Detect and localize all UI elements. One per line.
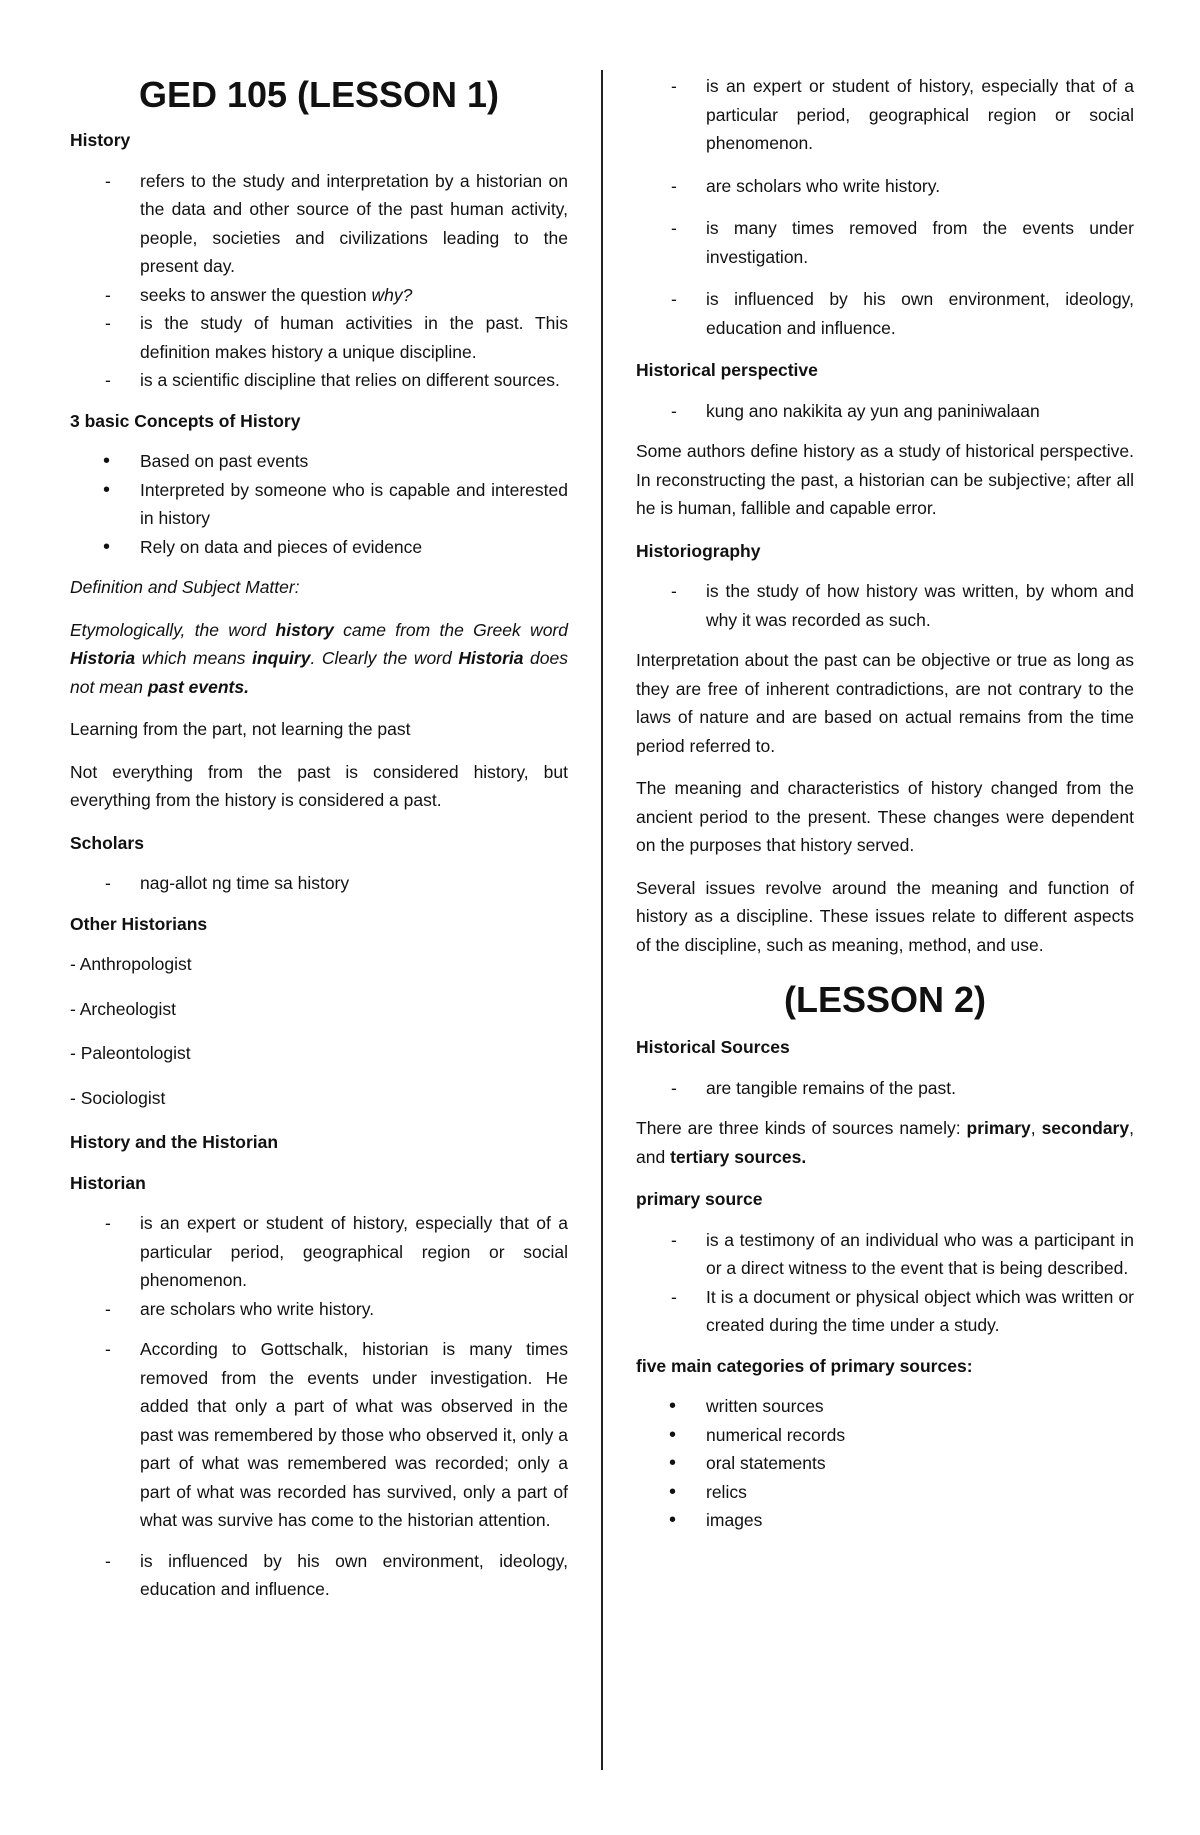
list-item: - is influenced by his own environment, ideology, education and influence. (636, 285, 1134, 342)
lesson2-title: (LESSON 2) (783, 979, 987, 1020)
bold-run: history (275, 619, 334, 640)
text-run: Etymologically, the word (70, 619, 276, 640)
list-item: - nag-allot ng time sa history (70, 869, 568, 898)
learning-paragraph: Learning from the part, not learning the past (70, 719, 411, 739)
text-run: came from the Greek word (333, 619, 568, 640)
bold-run: tertiary sources. (670, 1146, 807, 1167)
perspective-list (636, 397, 1134, 426)
text-run: , (1030, 1118, 1042, 1138)
bold-run: Historia (70, 648, 136, 668)
other-historians-heading: Other Historians (70, 913, 208, 934)
list-item: - are scholars who write history. (70, 1295, 568, 1324)
sources-heading: Historical Sources (636, 1037, 790, 1057)
not-everything-paragraph: Not everything from the past is considered history, but everything from the history is considered a past. (70, 761, 568, 810)
list-item: - is a scientific discipline that relies on different sources. (70, 366, 568, 395)
list-item: • images (636, 1506, 1134, 1535)
list-item: • relics (636, 1478, 1134, 1507)
list-item: • Interpreted by someone who is capable and interested in history (70, 476, 568, 533)
perspective-heading: Historical perspective (636, 360, 818, 380)
other-historian-item: - Paleontologist (70, 1043, 191, 1063)
list-item: - are tangible remains of the past. (636, 1074, 1134, 1103)
text-run: . Clearly the word (310, 648, 459, 668)
historian-heading: Historian (70, 1172, 146, 1193)
right-column (636, 72, 1134, 1547)
list-item-text: seeks to answer the question (140, 284, 372, 305)
scholars-list (70, 869, 568, 898)
history-list (70, 167, 568, 395)
list-item: - is influenced by his own environment, ideology, education and influence. (70, 1547, 568, 1604)
list-item: - is the study of how history was written, by whom and why it was recorded as such. (636, 577, 1134, 634)
left-column (70, 72, 568, 1616)
list-item: - is many times removed from the events under investigation. (636, 214, 1134, 271)
scholars-heading: Scholars (70, 832, 144, 853)
list-item: - are scholars who write history. (636, 172, 1134, 201)
list-item: - It is a document or physical object which was written or created during the time under a study. (636, 1283, 1134, 1340)
list-item (70, 281, 568, 310)
concepts-list (70, 447, 568, 561)
why-word: why? (371, 284, 413, 305)
issues-paragraph: Several issues revolve around the meaning and function of history as a discipline. These issues relate to different aspects of the discipline, such as meaning, method, and use. (636, 877, 1134, 955)
list-item: • written sources (636, 1392, 1134, 1421)
historian-list-continued (636, 72, 1134, 342)
bold-run: secondary (1041, 1118, 1130, 1138)
categories-heading: five main categories of primary sources: (636, 1355, 973, 1376)
list-item: - is a testimony of an individual who was a participant in or a direct witness to the event that is being described. (636, 1226, 1134, 1283)
list-item: • oral statements (636, 1449, 1134, 1478)
other-historian-item: - Anthropologist (70, 954, 192, 974)
text-run: There are three kinds of sources namely: (636, 1118, 967, 1138)
history-and-historian-heading: History and the Historian (70, 1132, 279, 1152)
meaning-paragraph: The meaning and characteristics of history changed from the ancient period to the present. These changes were dependent on the purposes that history served. (636, 778, 1134, 855)
other-historian-item: - Archeologist (70, 998, 177, 1019)
list-item: • Based on past events (70, 447, 568, 476)
historiography-list (636, 577, 1134, 634)
list-item: • numerical records (636, 1421, 1134, 1450)
bold-run: past events. (147, 676, 249, 697)
list-item: - is the study of human activities in the past. This definition makes history a unique discipline. (70, 309, 568, 366)
historian-list (70, 1209, 568, 1604)
primary-source-list (636, 1226, 1134, 1340)
bold-run: Historia (458, 648, 524, 668)
list-item: - refers to the study and interpretation by a historian on the data and other source of the past human activity, people, societies and civilizations leading to the present day. (70, 167, 568, 281)
list-item: - According to Gottschalk, historian is many times removed from the events under investigation. He added that only a part of what was observed in the past was remembered by those who observed it, only a part of what was remembered was recorded; only a part of what was recorded has survived, only a part of what was survive has come to the historian attention. (70, 1335, 568, 1535)
list-item: - kung ano nakikita ay yun ang paniniwalaan (636, 397, 1134, 426)
sources-list (636, 1074, 1134, 1103)
column-divider (601, 70, 603, 1770)
text-run: which means (135, 648, 253, 668)
text-run: , and (636, 1118, 1134, 1167)
list-item: - is an expert or student of history, especially that of a particular period, geographical region or social phenomenon. (636, 72, 1134, 158)
some-authors-paragraph: Some authors define history as a study of historical perspective. In reconstructing the past, a historian can be subjective; after all he is human, fallible and capable error. (636, 441, 1134, 518)
etymology-paragraph (70, 616, 568, 702)
bold-run: inquiry (252, 648, 311, 668)
history-heading: History (70, 130, 131, 150)
definition-heading: Definition and Subject Matter: (70, 577, 300, 597)
categories-list (636, 1392, 1134, 1535)
concepts-heading: 3 basic Concepts of History (70, 410, 301, 431)
interpretation-paragraph: Interpretation about the past can be objective or true as long as they are free of inherent contradictions, are not contrary to the laws of nature and are based on actual remains from the time period referred to. (636, 650, 1134, 756)
other-historian-item: - Sociologist (70, 1087, 166, 1108)
list-item: • Rely on data and pieces of evidence (70, 533, 568, 562)
kinds-paragraph (636, 1114, 1134, 1171)
text-run: does not mean (70, 648, 568, 697)
historiography-heading: Historiography (636, 540, 761, 561)
document-title: GED 105 (LESSON 1) (138, 74, 500, 115)
primary-source-heading: primary source (636, 1189, 763, 1209)
list-item: - is an expert or student of history, especially that of a particular period, geographical region or social phenomenon. (70, 1209, 568, 1295)
bold-run: primary (966, 1118, 1031, 1138)
